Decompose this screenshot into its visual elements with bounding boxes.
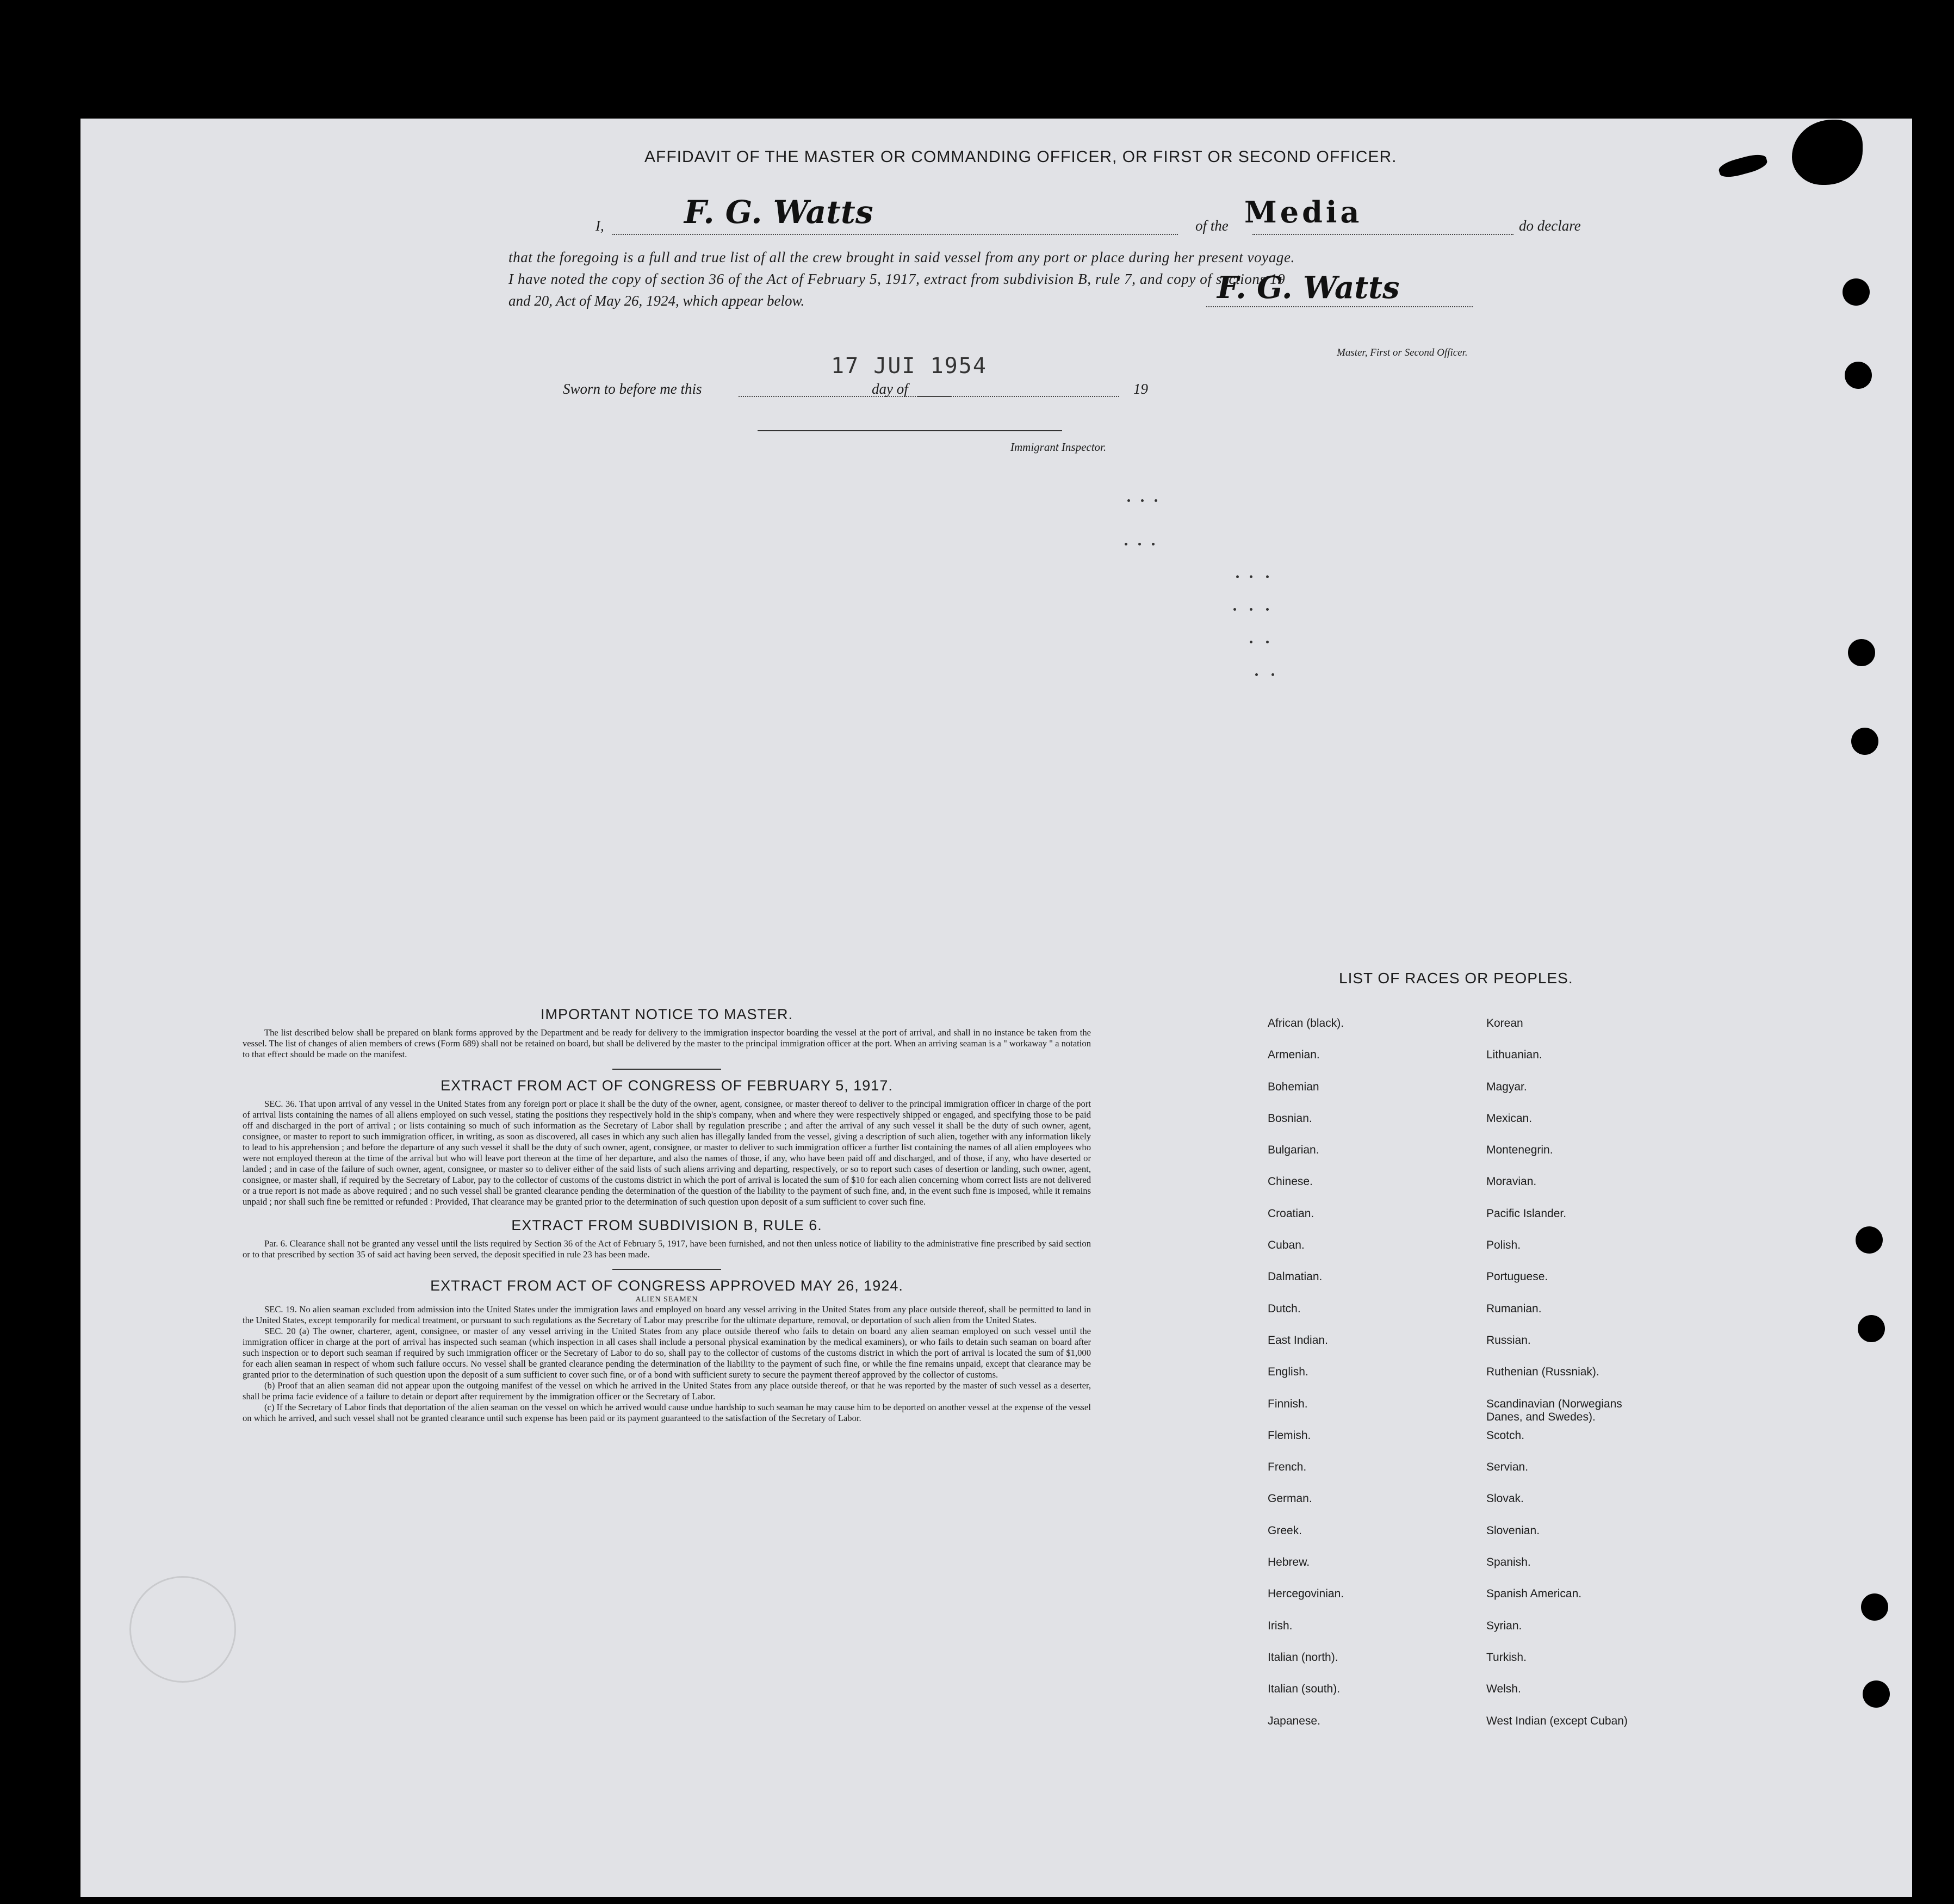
punch-hole [1858, 1315, 1885, 1342]
race-item: Pacific Islander. [1486, 1207, 1567, 1220]
race-item: Irish. [1268, 1619, 1293, 1632]
race-item: Bosnian. [1268, 1112, 1312, 1125]
sec-20b-text: (b) Proof that an alien seaman did not appear upon the outgoing manifest of the vessel on which he arrived in the United States from any place outside thereof, or that he was reported by the master of such vessel as a deserter, shall be prima facie evidence of a failure to detain or deport after requirement by the immigration officer or the Secretary of Labor. [243, 1380, 1091, 1401]
race-item: Korean [1486, 1017, 1523, 1029]
race-item: Portuguese. [1486, 1270, 1548, 1283]
race-item: Servian. [1486, 1461, 1529, 1474]
rule-6-title: EXTRACT FROM SUBDIVISION B, RULE 6. [511, 1217, 822, 1233]
divider [612, 1269, 721, 1270]
race-item: Syrian. [1486, 1619, 1522, 1632]
punch-hole [1848, 639, 1875, 666]
race-item: Ruthenian (Russniak). [1486, 1366, 1599, 1379]
race-item: Scandinavian (Norwegians Danes, and Swedes). [1486, 1397, 1622, 1423]
punch-hole [1843, 278, 1870, 306]
do-declare-label: do declare [1519, 218, 1581, 234]
extract-1924-title: EXTRACT FROM ACT OF CONGRESS APPROVED MAY 26, 1924. [430, 1277, 903, 1294]
race-item: Chinese. [1268, 1175, 1313, 1188]
races-left-list [1268, 1017, 1409, 1746]
sec-20a-text: SEC. 20 (a) The owner, charterer, agent, consignee, or master of any vessel arriving in the United States from any place outside thereof who fails to detain on board any alien seaman employed on such vessel until the immigration officer in charge at the port of arrival has inspected such seaman (which inspection in all cases shall include a personal physical examination by the medical examiners), or who fails to detain such seaman on board after such inspection or to deport such seaman if required by such immigration officer or the Secretary of Labor to do so, shall pay to the collector of customs of the customs district in which the port of arrival is located the sum of $1,000 for each alien seaman in respect of whom such failure occurs. No vessel shall be granted clearance pending the determination of the liability to the payment of such fine, or while the fine remains unpaid, except that clearance may be granted prior to the determination of such question upon the deposit of a sum sufficient to cover such fine, or of a bond with sufficient surety to secure the payment thereof approved by the collector of customs. [243, 1326, 1091, 1380]
punch-hole [1845, 362, 1872, 389]
race-item: Montenegrin. [1486, 1144, 1553, 1157]
affidavit-line-3: and 20, Act of May 26, 1924, which appear below. [508, 293, 805, 309]
of-the-label: of the [1195, 218, 1229, 234]
sworn-month-line [918, 396, 1119, 397]
punch-hole [1851, 728, 1878, 755]
race-item: Slovak. [1486, 1492, 1524, 1505]
race-item: Dalmatian. [1268, 1270, 1323, 1283]
race-item: Rumanian. [1486, 1302, 1542, 1315]
races-title: LIST OF RACES OR PEOPLES. [1339, 970, 1573, 987]
race-item: Spanish. [1486, 1556, 1531, 1569]
race-item: Lithuanian. [1486, 1049, 1542, 1062]
race-item: Polish. [1486, 1239, 1521, 1252]
race-item: Flemish. [1268, 1429, 1311, 1442]
affidavit-line-2: I have noted the copy of section 36 of the Act of February 5, 1917, extract from subdivision B, rule 7, and copy of sections 19 [508, 271, 1286, 287]
inspector-caption: Immigrant Inspector. [1010, 441, 1107, 454]
race-item: Cuban. [1268, 1239, 1305, 1252]
race-item: African (black). [1268, 1017, 1344, 1029]
extract-1917-title: EXTRACT FROM ACT OF CONGRESS OF FEBRUARY 5, 1917. [441, 1077, 893, 1094]
race-item: English. [1268, 1366, 1308, 1379]
race-item: Italian (north). [1268, 1651, 1338, 1664]
punch-hole [1861, 1593, 1888, 1621]
race-item: Russian. [1486, 1334, 1531, 1347]
rule-6-text: Par. 6. Clearance shall not be granted any vessel until the lists required by Section 36 of the Act of February 5, 1917, have been furnished, and not then unless notice of liability to the administrative fine prescribed by said section or to that prescribed by section 35 of said act having been served, the deposit specified in rule 23 has been made. [243, 1238, 1091, 1260]
race-item: Finnish. [1268, 1397, 1308, 1410]
notice-text: The list described below shall be prepared on blank forms approved by the Department and be ready for delivery to the immigration inspector boarding the vessel at the port of arrival, and shall in no instance be taken from the vessel. The list of changes of alien members of crews (Form 689) shall not be retained on board, but shall be delivered by the master to the principal immigration officer at the port. When an arriving seaman is a " workaway " a notation to that effect should be made on the manifest. [243, 1027, 1091, 1059]
date-stamp: 17 JUI 1954 [831, 353, 987, 379]
master-signature: F. G. Watts [1217, 270, 1400, 306]
sec-20c-text: (c) If the Secretary of Labor finds that deportation of the alien seaman on the vessel on which he arrived would cause undue hardship to such seaman he may cause him to be deported on another vessel at the expense of the vessel on which he arrived, and such vessel shall not be granted clearance until such expense has been paid or its payment guaranteed to the satisfaction of the Secretary of Labor. [243, 1402, 1091, 1423]
race-item: Magyar. [1486, 1080, 1527, 1093]
vessel-line [1252, 234, 1513, 235]
race-item: Moravian. [1486, 1175, 1537, 1188]
signature-caption: Master, First or Second Officer. [1337, 347, 1468, 358]
race-item: Italian (south). [1268, 1683, 1341, 1696]
faint-seal [129, 1576, 236, 1683]
signature-line [1206, 306, 1473, 307]
punch-hole [1856, 1226, 1883, 1254]
punch-hole [1863, 1680, 1890, 1708]
race-item: German. [1268, 1492, 1312, 1505]
race-item: Croatian. [1268, 1207, 1314, 1220]
master-name-handwritten: F. G. Watts [684, 194, 873, 231]
race-item: Armenian. [1268, 1049, 1320, 1062]
sworn-label: Sworn to before me this [563, 381, 702, 397]
year-label: 19 [1133, 381, 1148, 397]
race-item: Turkish. [1486, 1651, 1527, 1664]
race-item: Greek. [1268, 1524, 1302, 1537]
divider [612, 1069, 721, 1070]
sec-19-text: SEC. 19. No alien seaman excluded from admission into the United States under the immigration laws and employed on board any vessel arriving in the United States from any place outside thereof, shall be permitted to land in the United States, except temporarily for medical treatment, or pursuant to such regulations as the Secretary of Labor may prescribe for the ultimate departure, removal, or deportation of such alien from the United States. [243, 1304, 1091, 1325]
extract-1917-text: SEC. 36. That upon arrival of any vessel in the United States from any foreign port or place it shall be the duty of the owner, agent, consignee, or master thereof to deliver to the principal immigration officer in charge of the port of arrival lists containing the names of all aliens employed on such vessel, stating the positions they respectively hold in the ship's company, when and where they were respectively shipped or engaged, and specifying those to be paid off and discharged in the port of arrival ; or lists containing so much of such information as the Secretary of Labor shall by regulation prescribe ; and after the arrival of any such vessel it shall be the duty of such owner, agent, consignee, or master to report to such immigration officer, in writing, as soon as discovered, all cases in which any such alien has illegally landed from the vessel, giving a description of such alien, together with any information likely to lead to his apprehension ; and before the departure of any such vessel it shall be the duty of such owner, agent, consignee, or master to deliver to such immigration officer a further list containing the names of all alien employees who were not employed thereon at the time of the arrival but who will leave port thereon at the time of her departure, and also the names of those, if any, who have been paid off and discharged, and of those, if any, who have deserted or landed ; and in case of the failure of such owner, agent, consignee, or master so to deliver either of the said lists of such aliens arriving and departing, respectively, or so to report such cases of desertion or landing, such owner, agent, consignee, or master shall, if required by the Secretary of Labor, pay to the collector of customs of the customs district in which the port of arrival is located the sum of $10 for each alien concerning whom correct lists are not delivered or a true report is not made as above required ; and no such vessel shall be granted clearance pending the determination of the question of the liability to the payment of such fine, and, in the event such fine is imposed, while it remains unpaid ; nor shall such fine be remitted or refunded : Provided, That clearance may be granted prior to the determination of such question upon deposit of a sum sufficient to cover such fine. [243, 1099, 1091, 1207]
race-item: Dutch. [1268, 1302, 1301, 1315]
i-label: I, [595, 218, 604, 234]
notice-title: IMPORTANT NOTICE TO MASTER. [540, 1006, 793, 1022]
legal-column [243, 1006, 1091, 1424]
race-item: Hercegovinian. [1268, 1587, 1344, 1601]
race-item: French. [1268, 1461, 1307, 1474]
races-right-list [1486, 1017, 1736, 1746]
race-item: Mexican. [1486, 1112, 1533, 1125]
day-of-label: day of [872, 381, 908, 397]
name-line [612, 234, 1178, 235]
race-item: Scotch. [1486, 1429, 1525, 1442]
race-item: East Indian. [1268, 1334, 1328, 1347]
race-item: West Indian (except Cuban) [1486, 1714, 1628, 1727]
affidavit-title: AFFIDAVIT OF THE MASTER OR COMMANDING OFFICER, OR FIRST OR SECOND OFFICER. [644, 148, 1397, 166]
race-item: Bulgarian. [1268, 1144, 1319, 1157]
form-page [80, 119, 1912, 1897]
affidavit-line-1: that the foregoing is a full and true list of all the crew brought in said vessel from any port or place during her present voyage. [508, 249, 1295, 265]
vessel-name-handwritten: Media [1244, 195, 1363, 230]
race-item: Welsh. [1486, 1683, 1521, 1696]
race-item: Hebrew. [1268, 1556, 1310, 1569]
race-item: Japanese. [1268, 1714, 1320, 1727]
race-item: Spanish American. [1486, 1587, 1582, 1601]
race-item: Bohemian [1268, 1080, 1319, 1093]
inspector-line [758, 430, 1062, 431]
race-item: Slovenian. [1486, 1524, 1540, 1537]
alien-seamen-subtitle: ALIEN SEAMEN [635, 1295, 698, 1304]
